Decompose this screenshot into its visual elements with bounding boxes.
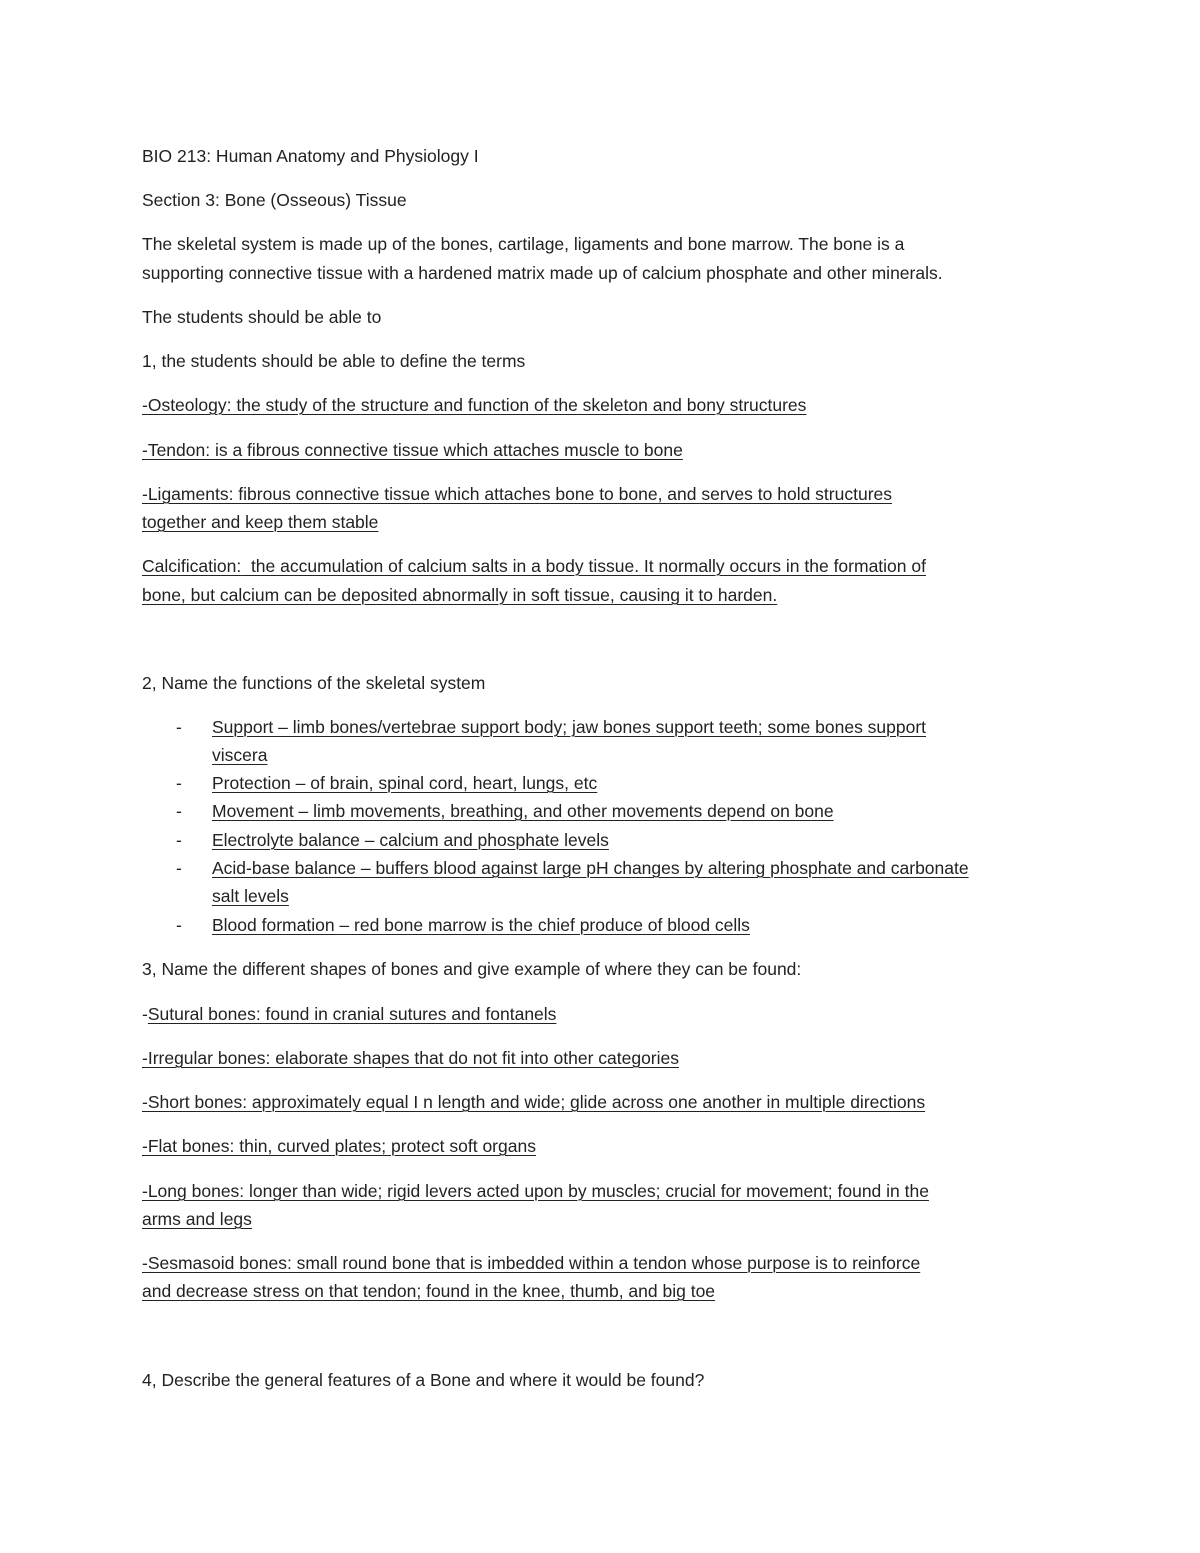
question-1: 1, the students should be able to define the terms [142,351,526,371]
calcification-label: Calcification: [142,556,242,576]
list-bullet: - [176,773,182,793]
shape-long-line-1: -Long bones: longer than wide; rigid levers acted upon by muscles; crucial for movement; found in the [142,1181,929,1201]
shape-short: -Short bones: approximately equal I n length and wide; glide across one another in multiple directions [142,1092,926,1112]
question-4: 4, Describe the general features of a Bone and where it would be found? [142,1370,705,1390]
function-acid-base-line-1: Acid-base balance – buffers blood against large pH changes by altering phosphate and carbonate [212,858,969,878]
shape-sutural [142,1000,556,1028]
list-bullet: - [176,858,182,878]
definition-calcification-line-1 [142,552,926,580]
course-title: BIO 213: Human Anatomy and Physiology I [142,146,479,166]
shape-long-line-2: arms and legs [142,1209,252,1229]
list-bullet: - [176,830,182,850]
students-line: The students should be able to [142,307,382,327]
shape-irregular: -Irregular bones: elaborate shapes that do not fit into other categories [142,1048,679,1068]
definition-ligaments-line-2: together and keep them stable [142,512,379,532]
function-electrolyte: Electrolyte balance – calcium and phosphate levels [212,830,609,850]
definition-osteology: -Osteology: the study of the structure and function of the skeleton and bony structures [142,395,807,415]
function-support-line-2: viscera [212,745,268,765]
shape-flat: -Flat bones: thin, curved plates; protect soft organs [142,1136,536,1156]
definition-calcification-line-2: bone, but calcium can be deposited abnormally in soft tissue, causing it to harden. [142,585,778,605]
function-protection: Protection – of brain, spinal cord, heart, lungs, etc [212,773,598,793]
definition-ligaments-line-1: -Ligaments: fibrous connective tissue which attaches bone to bone, and serves to hold structures [142,484,893,504]
sutural-dash: - [142,1004,148,1024]
intro-line-1: The skeletal system is made up of the bones, cartilage, ligaments and bone marrow. The bone is a [142,234,905,254]
document-page [142,0,1072,1553]
function-acid-base-line-2: salt levels [212,886,289,906]
shape-sesamoid-line-2: and decrease stress on that tendon; found in the knee, thumb, and big toe [142,1281,716,1301]
function-support-line-1: Support – limb bones/vertebrae support body; jaw bones support teeth; some bones support [212,717,927,737]
list-bullet: - [176,801,182,821]
section-title: Section 3: Bone (Osseous) Tissue [142,190,407,210]
list-bullet: - [176,717,182,737]
function-movement: Movement – limb movements, breathing, and other movements depend on bone [212,801,834,821]
question-2: 2, Name the functions of the skeletal system [142,673,486,693]
question-3: 3, Name the different shapes of bones and give example of where they can be found: [142,959,802,979]
function-blood-formation: Blood formation – red bone marrow is the chief produce of blood cells [212,915,750,935]
list-bullet: - [176,915,182,935]
intro-line-2: supporting connective tissue with a hardened matrix made up of calcium phosphate and other minerals. [142,263,943,283]
definition-tendon: -Tendon: is a fibrous connective tissue which attaches muscle to bone [142,440,683,460]
calcification-text: the accumulation of calcium salts in a body tissue. It normally occurs in the formation of [241,556,926,576]
sutural-text: Sutural bones: found in cranial sutures and fontanels [147,1004,557,1024]
shape-sesamoid-line-1: -Sesmasoid bones: small round bone that is imbedded within a tendon whose purpose is to reinforce [142,1253,921,1273]
